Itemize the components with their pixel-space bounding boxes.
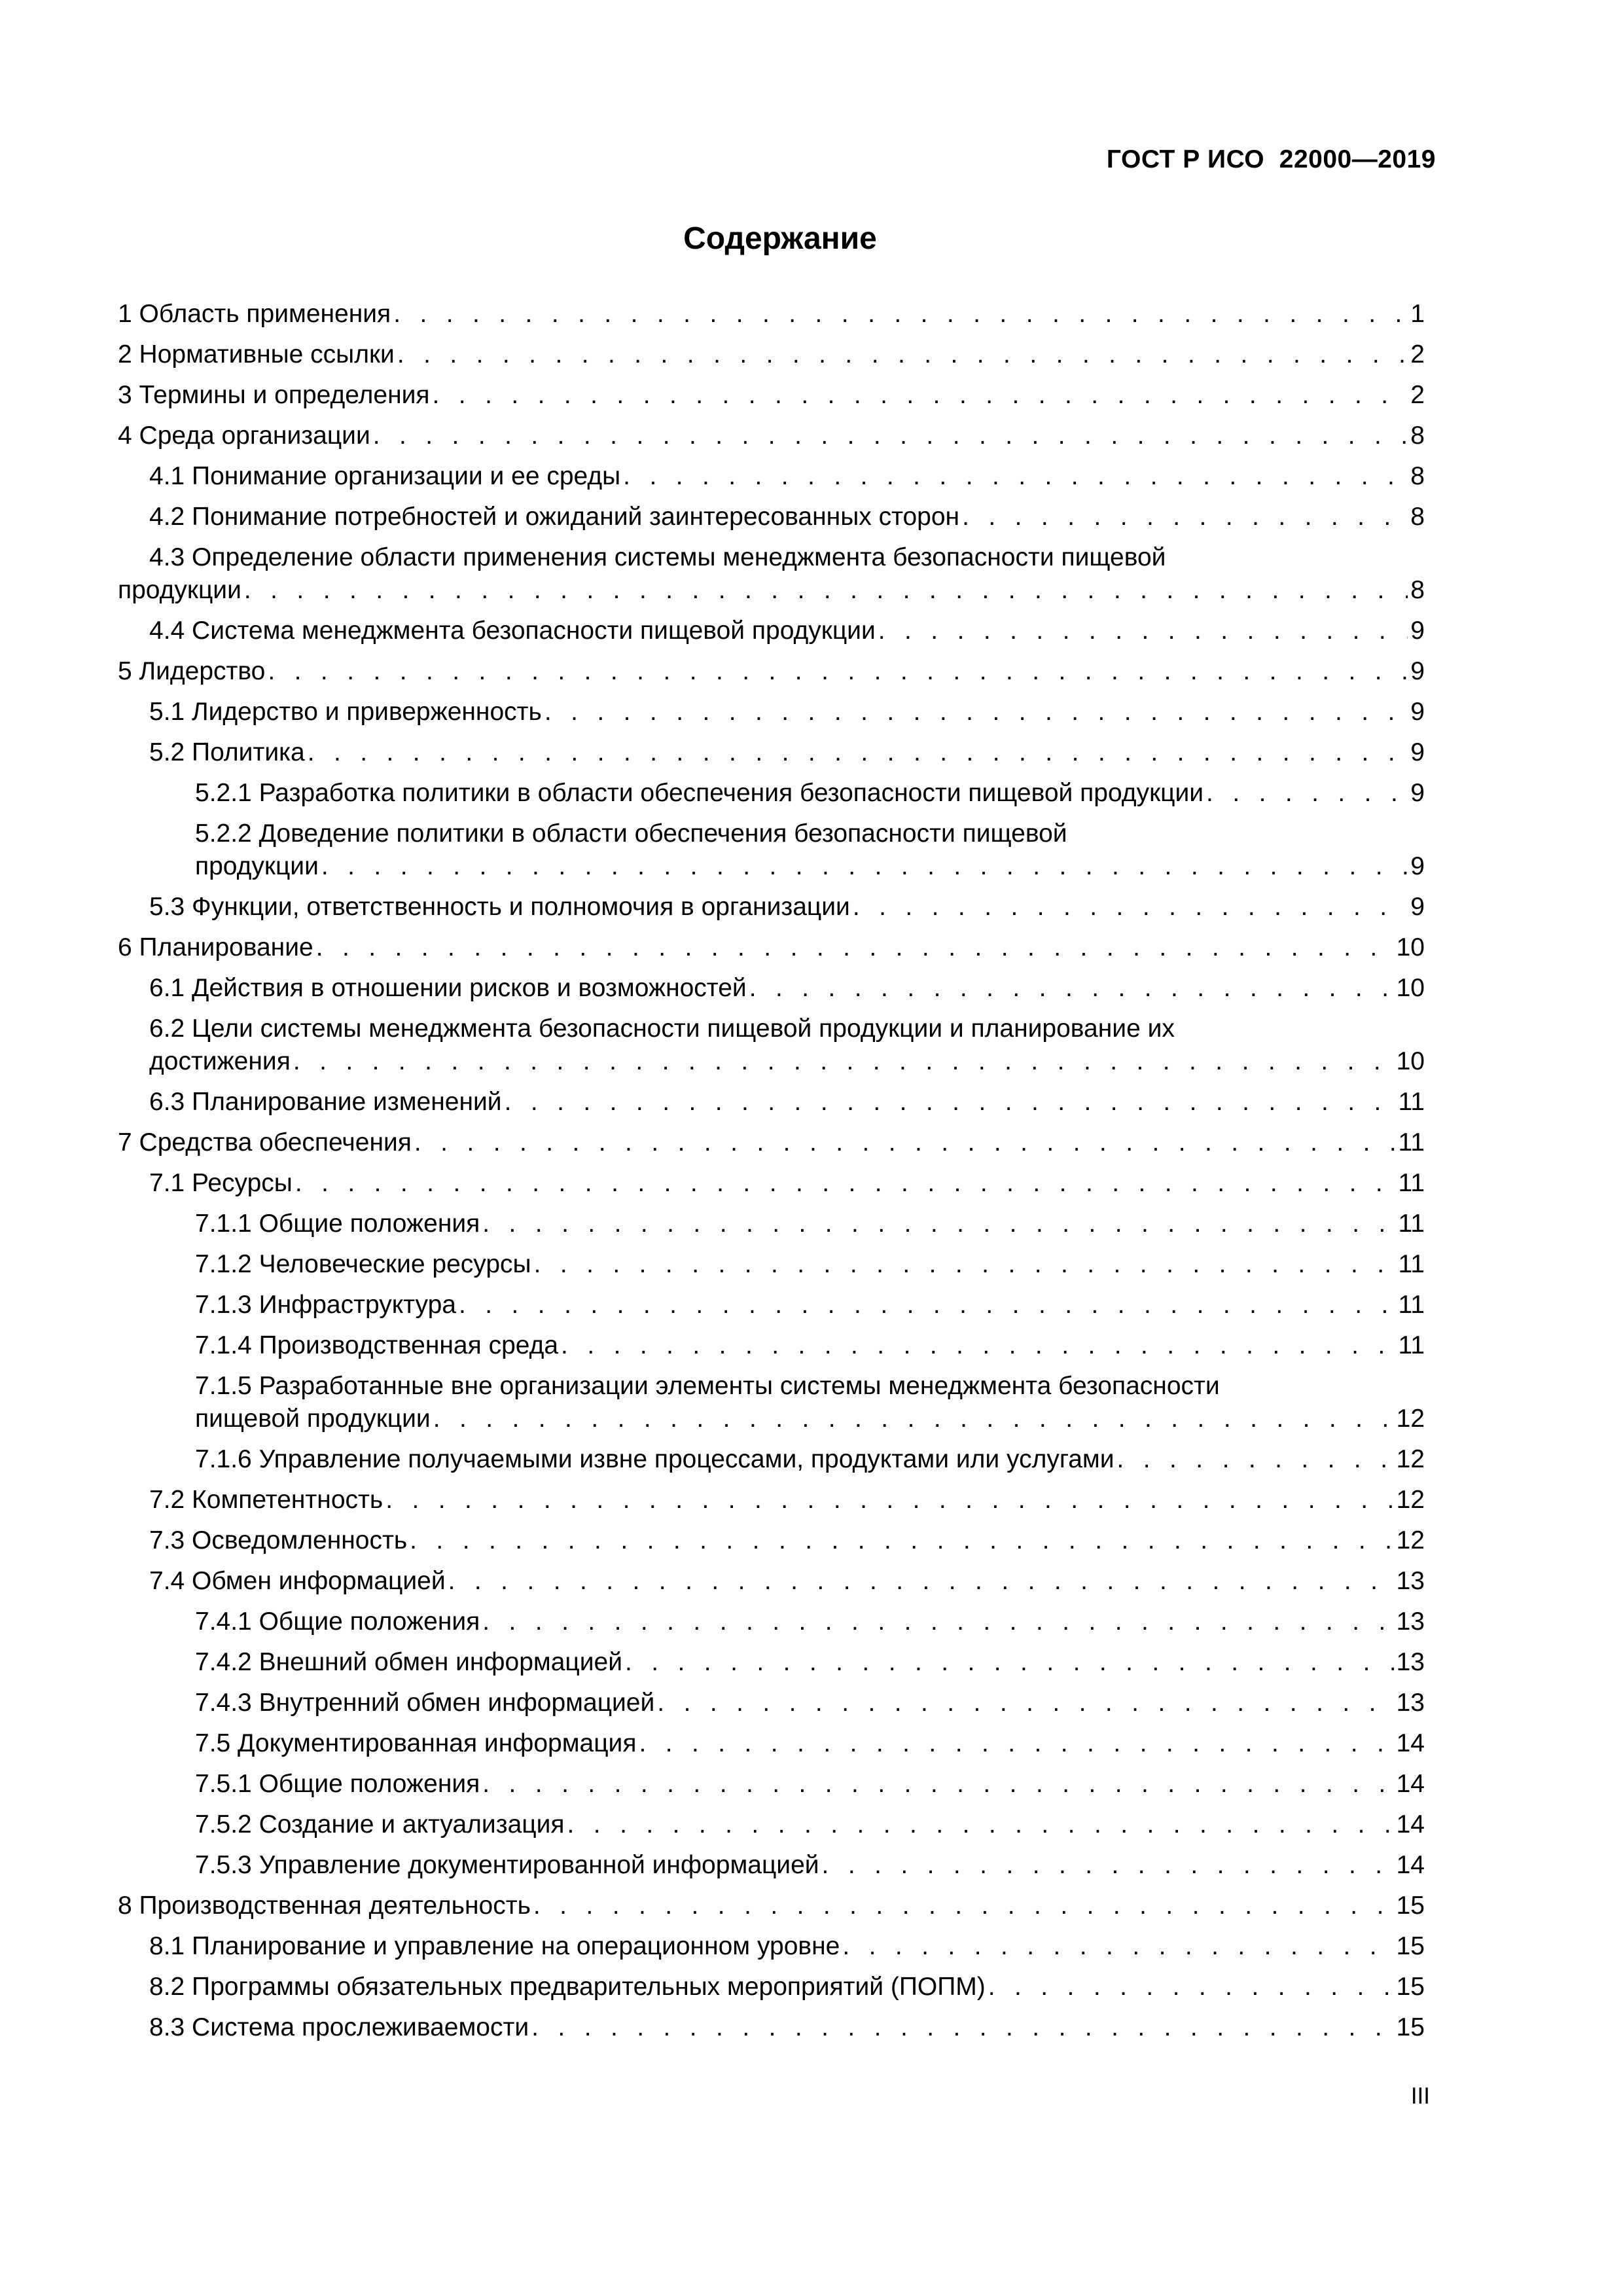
toc-entry-label: продукции <box>195 852 319 880</box>
toc-entry-7-3[interactable] <box>118 1520 1425 1561</box>
toc-entry-label: 7.2 Компетентность <box>149 1486 383 1514</box>
toc-entry-page: 14 <box>1396 1851 1425 1879</box>
toc-entry-7-5-3[interactable] <box>118 1845 1425 1886</box>
leader-dots <box>482 1764 1393 1804</box>
leader-dots <box>534 1244 1396 1285</box>
toc-entry-label: достижения <box>149 1047 291 1075</box>
toc-entry-6-2[interactable] <box>118 1009 1425 1082</box>
toc-entry-line1: 7.1.5 Разработанные вне организации элементы системы менеджмента безопасности <box>195 1372 1220 1400</box>
toc-entry-label: 7 Средства обеспечения <box>118 1128 412 1157</box>
toc-entry-label: 5.1 Лидерство и приверженность <box>149 698 542 726</box>
document-header: ГОСТ Р ИСО 22000—2019 <box>1106 145 1436 173</box>
toc-entry-label: 4.2 Понимание потребностей и ожиданий заинтересованных сторон <box>149 503 960 531</box>
toc-entry-7-4-1[interactable] <box>118 1602 1425 1642</box>
page-title: Содержание <box>683 221 877 256</box>
toc-entry-label: 5 Лидерство <box>118 657 266 685</box>
toc-entry-6-3[interactable] <box>118 1082 1425 1122</box>
toc-entry-label: 7.5.3 Управление документированной информацией <box>195 1851 819 1879</box>
toc-entry-2[interactable] <box>118 334 1425 375</box>
toc-entry-4-3[interactable] <box>118 537 1425 611</box>
leader-dots <box>853 887 1408 927</box>
leader-dots <box>393 294 1408 334</box>
toc-entry-page: 14 <box>1396 1770 1425 1798</box>
toc-entry-7[interactable] <box>118 1122 1425 1163</box>
toc-entry-page: 15 <box>1396 1973 1425 2001</box>
toc-entry-page: 12 <box>1396 1526 1425 1554</box>
toc-entry-page: 8 <box>1410 462 1425 490</box>
toc-entry-page: 10 <box>1396 974 1425 1002</box>
toc-entry-label: 7.4.3 Внутренний обмен информацией <box>195 1689 655 1717</box>
toc-entry-page: 2 <box>1410 340 1425 368</box>
leader-dots <box>639 1723 1393 1764</box>
leader-dots <box>657 1683 1393 1723</box>
toc-entry-label: 6 Планирование <box>118 933 313 961</box>
toc-entry-5[interactable] <box>118 651 1425 692</box>
leader-dots <box>482 1204 1395 1244</box>
toc-entry-page: 2 <box>1410 381 1425 409</box>
leader-dots <box>561 1325 1395 1366</box>
toc-entry-5-2[interactable] <box>118 732 1425 773</box>
toc-entry-page: 15 <box>1396 1932 1425 1960</box>
toc-entry-label: 7.5.1 Общие положения <box>195 1770 480 1798</box>
toc-entry-page: 10 <box>1396 1047 1425 1075</box>
toc-entry-3[interactable] <box>118 375 1425 416</box>
toc-entry-5-3[interactable] <box>118 887 1425 927</box>
toc-entry-8-2[interactable] <box>118 1967 1425 2007</box>
toc-entry-7-2[interactable] <box>118 1480 1425 1520</box>
leader-dots <box>414 1122 1396 1163</box>
toc-entry-page: 13 <box>1396 1567 1425 1595</box>
leader-dots <box>544 692 1408 732</box>
toc-entry-page: 11 <box>1398 1250 1425 1278</box>
leader-dots <box>321 846 1408 887</box>
toc-entry-label: 2 Нормативные ссылки <box>118 340 395 368</box>
toc-entry-page: 9 <box>1410 779 1425 807</box>
leader-dots <box>988 1967 1394 2007</box>
toc-entry-page: 8 <box>1410 503 1425 531</box>
toc-entry-page: 13 <box>1396 1648 1425 1676</box>
leader-dots <box>533 1886 1394 1926</box>
leader-dots <box>433 375 1408 416</box>
toc-entry-page: 1 <box>1410 300 1425 328</box>
page-number: III <box>1410 2083 1430 2109</box>
toc-entry-label: 7.5 Документированная информация <box>195 1729 637 1757</box>
toc-entry-page: 9 <box>1410 893 1425 921</box>
toc-entry-page: 14 <box>1396 1729 1425 1757</box>
toc-entry-7-1-6[interactable] <box>118 1439 1425 1480</box>
leader-dots <box>385 1480 1393 1520</box>
toc-entry-6[interactable] <box>118 927 1425 968</box>
toc-entry-5-2-1[interactable] <box>118 773 1425 814</box>
toc-entry-page: 12 <box>1396 1486 1425 1514</box>
toc-entry-7-1-1[interactable] <box>118 1204 1425 1244</box>
toc-entry-label: 4.4 Система менеджмента безопасности пищевой продукции <box>149 617 876 645</box>
toc-entry-label: 7.1 Ресурсы <box>149 1169 293 1197</box>
leader-dots <box>505 1082 1396 1122</box>
leader-dots <box>308 732 1408 773</box>
toc-entry-label: 6.3 Планирование изменений <box>149 1088 502 1116</box>
toc-entry-label: 7.4 Обмен информацией <box>149 1567 446 1595</box>
toc-entry-page: 11 <box>1398 1169 1425 1197</box>
toc-entry-7-5[interactable] <box>118 1723 1425 1764</box>
toc-entry-label: 3 Термины и определения <box>118 381 430 409</box>
leader-dots <box>433 1399 1394 1439</box>
leader-dots <box>531 2007 1393 2048</box>
toc-entry-5-1[interactable] <box>118 692 1425 732</box>
leader-dots <box>1206 773 1408 814</box>
toc-entry-line1: 4.3 Определение области применения системы менеджмента безопасности пищевой <box>149 543 1166 571</box>
toc-entry-8-3[interactable] <box>118 2007 1425 2048</box>
toc-entry-7-1-2[interactable] <box>118 1244 1425 1285</box>
toc-entry-4[interactable] <box>118 416 1425 456</box>
toc-entry-page: 11 <box>1398 1088 1425 1116</box>
leader-dots <box>459 1285 1396 1325</box>
toc-entry-page: 14 <box>1396 1810 1425 1839</box>
toc-entry-7-5-2[interactable] <box>118 1804 1425 1845</box>
toc-entry-page: 8 <box>1410 422 1425 450</box>
toc-entry-label: 8 Производственная деятельность <box>118 1892 531 1920</box>
toc-entry-7-1-4[interactable] <box>118 1325 1425 1366</box>
leader-dots <box>448 1561 1394 1602</box>
leader-dots <box>1116 1439 1393 1480</box>
toc-entry-7-5-1[interactable] <box>118 1764 1425 1804</box>
toc-entry-label: 5.3 Функции, ответственность и полномочия в организации <box>149 893 850 921</box>
toc-entry-page: 12 <box>1396 1405 1425 1433</box>
leader-dots <box>397 334 1408 375</box>
toc-entry-label: 7.3 Осведомленность <box>149 1526 408 1554</box>
toc-entry-page: 13 <box>1396 1689 1425 1717</box>
toc-entry-label: 8.2 Программы обязательных предварительных мероприятий (ПОПМ) <box>149 1973 986 2001</box>
toc-entry-page: 11 <box>1398 1331 1425 1359</box>
toc-entry-7-1-5[interactable] <box>118 1366 1425 1439</box>
toc-entry-page: 9 <box>1410 852 1425 880</box>
toc-entry-4-1[interactable] <box>118 456 1425 497</box>
toc-entry-page: 10 <box>1396 933 1425 961</box>
toc-entry-label: 8.3 Система прослеживаемости <box>149 2013 529 2041</box>
toc-entry-line1: 6.2 Цели системы менеджмента безопасности пищевой продукции и планирование их <box>149 1014 1175 1043</box>
leader-dots <box>567 1804 1394 1845</box>
toc-entry-page: 9 <box>1410 698 1425 726</box>
leader-dots <box>244 570 1408 611</box>
toc-entry-4-4[interactable] <box>118 611 1425 651</box>
toc-entry-page: 11 <box>1398 1210 1425 1238</box>
table-of-contents <box>118 294 1425 2048</box>
leader-dots <box>878 611 1408 651</box>
toc-entry-label: 7.1.3 Инфраструктура <box>195 1291 456 1319</box>
toc-entry-page: 11 <box>1398 1128 1425 1157</box>
toc-entry-7-1-3[interactable] <box>118 1285 1425 1325</box>
toc-entry-label: 7.1.2 Человеческие ресурсы <box>195 1250 531 1278</box>
leader-dots <box>373 416 1408 456</box>
toc-entry-8-1[interactable] <box>118 1926 1425 1967</box>
leader-dots <box>842 1926 1393 1967</box>
toc-entry-7-1[interactable] <box>118 1163 1425 1204</box>
toc-entry-label: 7.1.1 Общие положения <box>195 1210 480 1238</box>
leader-dots <box>293 1041 1394 1082</box>
leader-dots <box>962 497 1408 537</box>
toc-entry-6-1[interactable] <box>118 968 1425 1009</box>
toc-entry-page: 9 <box>1410 657 1425 685</box>
leader-dots <box>625 1642 1394 1683</box>
toc-entry-page: 9 <box>1410 738 1425 766</box>
leader-dots <box>749 968 1394 1009</box>
toc-entry-page: 15 <box>1396 1892 1425 1920</box>
toc-entry-label: 4 Среда организации <box>118 422 370 450</box>
leader-dots <box>268 651 1408 692</box>
toc-entry-label: 5.2 Политика <box>149 738 305 766</box>
leader-dots <box>295 1163 1396 1204</box>
toc-entry-page: 12 <box>1396 1445 1425 1473</box>
toc-entry-label: продукции <box>118 576 241 604</box>
leader-dots <box>410 1520 1393 1561</box>
toc-entry-5-2-2[interactable] <box>118 814 1425 887</box>
leader-dots <box>316 927 1394 968</box>
toc-entry-page: 15 <box>1396 2013 1425 2041</box>
toc-entry-page: 8 <box>1410 576 1425 604</box>
leader-dots <box>482 1602 1393 1642</box>
toc-entry-7-4-3[interactable] <box>118 1683 1425 1723</box>
toc-entry-page: 11 <box>1398 1291 1425 1319</box>
toc-entry-label: 4.1 Понимание организации и ее среды <box>149 462 621 490</box>
toc-entry-label: 7.4.2 Внешний обмен информацией <box>195 1648 622 1676</box>
toc-entry-page: 9 <box>1410 617 1425 645</box>
toc-entry-label: 6.1 Действия в отношении рисков и возможностей <box>149 974 747 1002</box>
toc-entry-page: 13 <box>1396 1607 1425 1636</box>
toc-entry-7-4-2[interactable] <box>118 1642 1425 1683</box>
toc-entry-label: 7.4.1 Общие положения <box>195 1607 480 1636</box>
toc-entry-label: 7.1.4 Производственная среда <box>195 1331 559 1359</box>
toc-entry-label: 8.1 Планирование и управление на операционном уровне <box>149 1932 840 1960</box>
toc-entry-label: 1 Область применения <box>118 300 391 328</box>
leader-dots <box>623 456 1408 497</box>
toc-entry-label: пищевой продукции <box>195 1405 431 1433</box>
toc-entry-line1: 5.2.2 Доведение политики в области обеспечения безопасности пищевой <box>195 819 1067 848</box>
toc-entry-1[interactable] <box>118 294 1425 334</box>
toc-entry-label: 7.1.6 Управление получаемыми извне процессами, продуктами или услугами <box>195 1445 1115 1473</box>
toc-entry-8[interactable] <box>118 1886 1425 1926</box>
toc-entry-4-2[interactable] <box>118 497 1425 537</box>
toc-entry-label: 5.2.1 Разработка политики в области обеспечения безопасности пищевой продукции <box>195 779 1204 807</box>
toc-entry-7-4[interactable] <box>118 1561 1425 1602</box>
toc-entry-label: 7.5.2 Создание и актуализация <box>195 1810 565 1839</box>
leader-dots <box>822 1845 1394 1886</box>
